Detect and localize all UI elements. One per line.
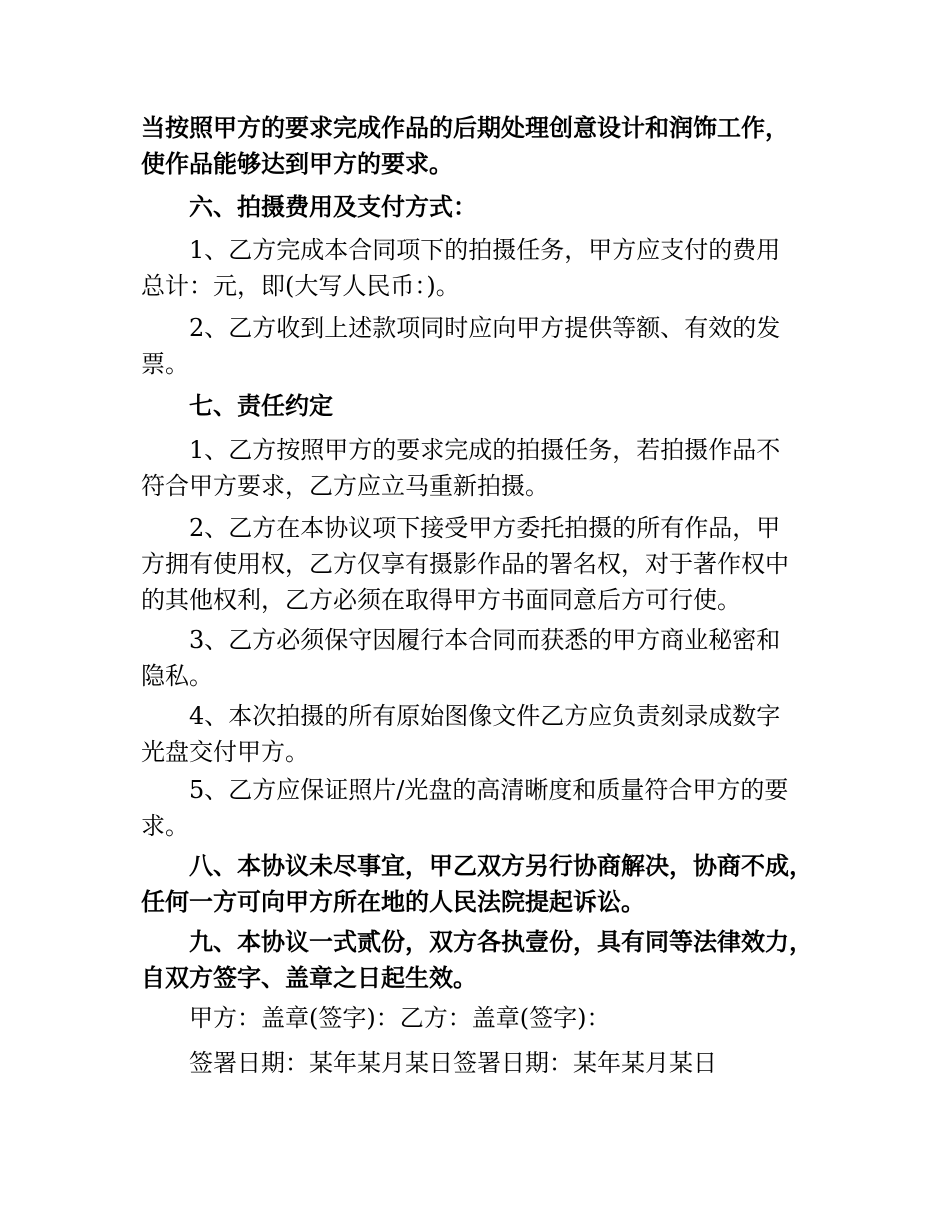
clause-fee-total	[141, 232, 821, 304]
text-line: 当按照甲方的要求完成作品的后期处理创意设计和润饰工作，	[141, 114, 789, 142]
section-heading-responsibility	[141, 388, 821, 424]
text-line: 5、乙方应保证照片/光盘的高清晰度和质量符合甲方的要	[189, 776, 789, 804]
paragraph-post-processing	[141, 110, 821, 182]
text-line: 六、拍摄费用及支付方式：	[189, 193, 477, 221]
clause-disc-delivery	[141, 698, 821, 770]
text-line: 票。	[141, 350, 189, 378]
clause-invoice	[141, 310, 821, 382]
clause-quality	[141, 772, 821, 844]
text-line: 4、本次拍摄的所有原始图像文件乙方应负责刻录成数字	[189, 702, 781, 730]
text-line: 九、本协议一式贰份，双方各执壹份，具有同等法律效力，	[189, 928, 813, 956]
text-line: 八、本协议未尽事宜，甲乙双方另行协商解决，协商不成，	[189, 852, 813, 880]
text-line: 2、乙方收到上述款项同时应向甲方提供等额、有效的发	[189, 314, 781, 342]
clause-copyright	[141, 510, 821, 618]
text-line: 总计：元，即(大写人民币：)。	[141, 272, 460, 300]
text-line: 符合甲方要求，乙方应立马重新拍摄。	[141, 472, 549, 500]
text-line: 2、乙方在本协议项下接受甲方委托拍摄的所有作品，甲	[189, 514, 781, 542]
clause-reshoot	[141, 432, 821, 504]
text-line: 自双方签字、盖章之日起生效。	[141, 964, 477, 992]
text-line: 光盘交付甲方。	[141, 738, 309, 766]
text-line: 求。	[141, 812, 189, 840]
text-line: 的其他权利，乙方必须在取得甲方书面同意后方可行使。	[141, 586, 741, 614]
signing-date-line	[141, 1045, 821, 1081]
text-line: 签署日期：某年某月某日签署日期：某年某月某日	[189, 1049, 717, 1077]
signature-line	[141, 1000, 821, 1036]
text-line: 1、乙方按照甲方的要求完成的拍摄任务，若拍摄作品不	[189, 436, 781, 464]
text-line: 七、责任约定	[189, 392, 333, 420]
section-dispute-resolution	[141, 848, 821, 920]
text-line: 使作品能够达到甲方的要求。	[141, 150, 453, 178]
text-line: 隐私。	[141, 662, 213, 690]
text-line: 甲方：盖章(签字)：乙方：盖章(签字)：	[189, 1004, 611, 1032]
section-heading-fees	[141, 189, 821, 225]
section-copies-effective	[141, 924, 821, 996]
text-line: 方拥有使用权，乙方仅享有摄影作品的署名权，对于著作权中	[141, 550, 789, 578]
text-line: 任何一方可向甲方所在地的人民法院提起诉讼。	[141, 888, 645, 916]
text-line: 1、乙方完成本合同项下的拍摄任务，甲方应支付的费用	[189, 236, 781, 264]
text-line: 3、乙方必须保守因履行本合同而获悉的甲方商业秘密和	[189, 626, 781, 654]
clause-confidentiality	[141, 622, 821, 694]
